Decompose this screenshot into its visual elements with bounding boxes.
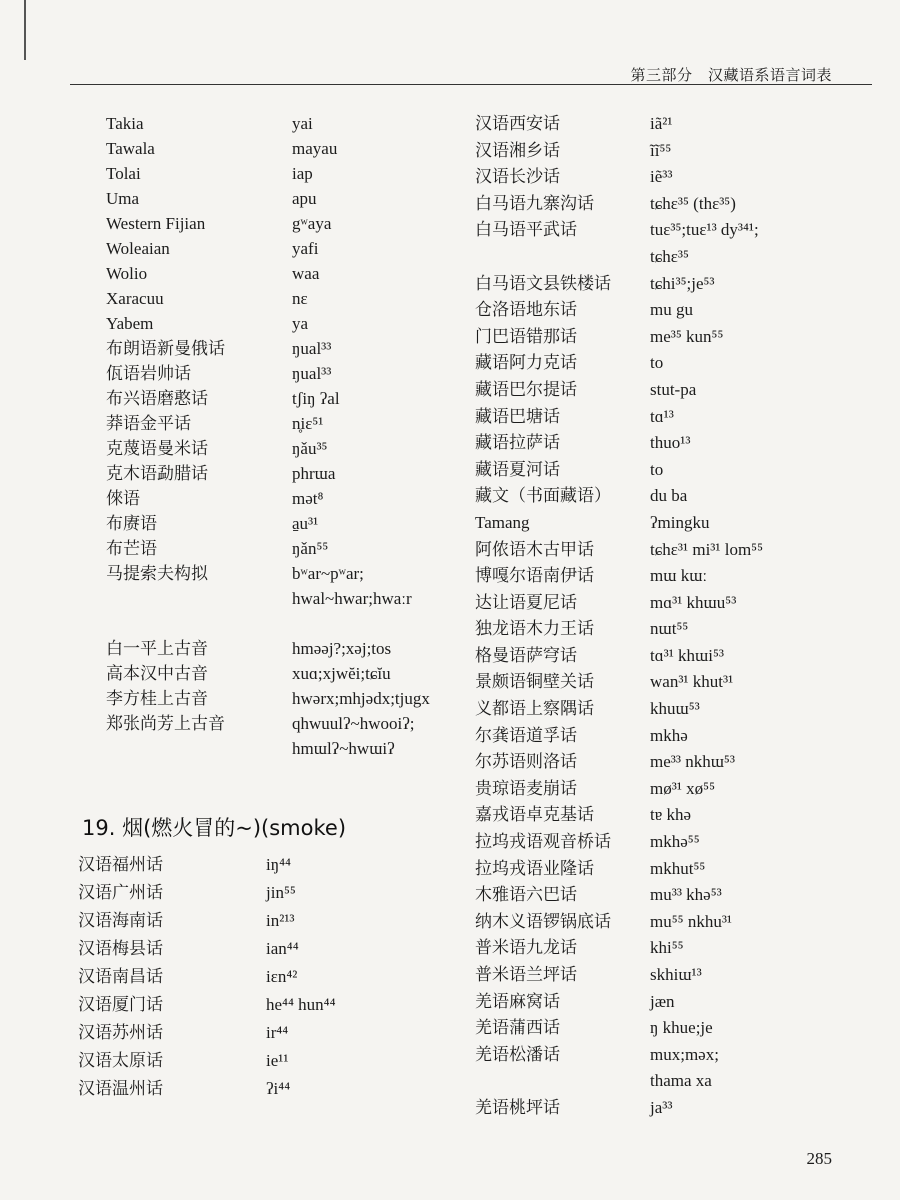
word-form: mkhə xyxy=(650,725,688,745)
word-form: me³³ nkhɯ⁵³ xyxy=(650,752,735,772)
word-form: ʔi⁴⁴ xyxy=(266,1079,291,1098)
word-form: ie¹¹ xyxy=(266,1051,289,1070)
word-form: nɯt⁵⁵ xyxy=(650,619,689,639)
word-form: iã²¹ xyxy=(650,114,673,133)
language-name: 尔龚语道孚话 xyxy=(475,725,577,745)
word-form: thuo¹³ xyxy=(650,433,691,453)
word-form: tɑ³¹ khɯi⁵³ xyxy=(650,645,725,665)
language-name: 羌语松潘话 xyxy=(475,1044,560,1064)
word-form: tɕhi³⁵;je⁵³ xyxy=(650,273,715,293)
language-name: 门巴语错那话 xyxy=(475,326,577,346)
word-form: jin⁵⁵ xyxy=(266,883,296,902)
language-name: Tamang xyxy=(475,512,530,532)
word-form: du ba xyxy=(650,486,688,506)
word-form: hməəj?;xəj;tos xyxy=(292,639,392,658)
word-form: wan³¹ khut³¹ xyxy=(650,672,734,692)
word-form: hwal~hwar;hwaːr xyxy=(292,589,412,608)
word-form: hmɯlʔ~hwɯiʔ xyxy=(292,739,395,758)
language-name: 格曼语萨穹话 xyxy=(475,645,577,665)
word-form: khuɯ⁵³ xyxy=(650,699,700,719)
word-form: ʔmingku xyxy=(650,512,710,532)
language-name: 汉语梅县话 xyxy=(78,939,163,958)
word-form: yai xyxy=(292,114,313,133)
word-form: tɑ¹³ xyxy=(650,406,674,426)
language-name: 纳木义语锣锅底话 xyxy=(475,911,611,931)
word-form: tɐ khə xyxy=(650,805,692,825)
language-name: 布赓语 xyxy=(106,514,157,533)
language-name: 汉语长沙话 xyxy=(475,167,560,187)
word-form: mø³¹ xø⁵⁵ xyxy=(650,778,716,798)
word-form: iap xyxy=(292,164,313,183)
header-rule xyxy=(70,84,872,85)
word-form: to xyxy=(650,459,664,479)
word-form: ja³³ xyxy=(650,1097,673,1117)
word-form: iẽ³³ xyxy=(650,167,673,187)
word-form: ĩĩ⁵⁵ xyxy=(650,140,672,160)
word-form: tɕhɛ³⁵ (thɛ³⁵) xyxy=(650,193,736,213)
language-name: 汉语福州话 xyxy=(78,855,163,874)
language-name: 独龙语木力王话 xyxy=(475,619,594,639)
word-form: iɛn⁴² xyxy=(266,967,298,986)
word-form: khi⁵⁵ xyxy=(650,938,684,958)
word-form: hwərx;mhjədx;tjugx xyxy=(292,689,430,708)
language-name: Western Fijian xyxy=(106,214,206,233)
word-form: iŋ⁴⁴ xyxy=(266,855,291,874)
language-name: 汉语温州话 xyxy=(78,1079,163,1098)
word-form: yafi xyxy=(292,239,319,258)
language-name: 汉语湘乡话 xyxy=(475,140,560,160)
word-form: ir⁴⁴ xyxy=(266,1023,289,1042)
word-form: gʷaya xyxy=(292,214,332,233)
language-name: Xaracuu xyxy=(106,289,164,308)
language-name: 汉语苏州话 xyxy=(78,1023,163,1042)
word-form: he⁴⁴ hun⁴⁴ xyxy=(266,995,336,1014)
word-form: ŋual³³ xyxy=(292,339,332,358)
language-name: 普米语九龙话 xyxy=(475,938,577,958)
running-header: 第三部分 汉藏语系语言词表 xyxy=(630,66,832,84)
word-form: me³⁵ kun⁵⁵ xyxy=(650,326,724,346)
word-form: mkhə⁵⁵ xyxy=(650,832,700,852)
language-name: 博嘎尔语南伊话 xyxy=(475,566,594,586)
language-name: 藏语巴尔提话 xyxy=(475,379,577,399)
word-form: ŋǎu³⁵ xyxy=(292,439,328,458)
word-form: tʃiŋ ʔal xyxy=(292,389,340,408)
word-form: n̥iɛ⁵¹ xyxy=(292,414,324,433)
language-name: Woleaian xyxy=(106,239,170,258)
word-form: waa xyxy=(292,264,320,283)
language-name: Takia xyxy=(106,114,144,133)
word-form: mkhut⁵⁵ xyxy=(650,858,706,878)
word-form: tuɛ³⁵;tuɛ¹³ dy³⁴¹; xyxy=(650,220,759,240)
language-name: 李方桂上古音 xyxy=(106,689,208,708)
word-form: tɕhɛ³¹ mi³¹ lom⁵⁵ xyxy=(650,539,764,559)
language-name: 汉语太原话 xyxy=(78,1051,163,1070)
word-form: thama xa xyxy=(650,1071,712,1091)
language-name: 马提索夫构拟 xyxy=(106,564,208,583)
word-form: phrɯa xyxy=(292,464,336,483)
language-name: 汉语西安话 xyxy=(475,114,560,133)
word-form: nɛ xyxy=(292,289,308,308)
word-form: mayau xyxy=(292,139,338,158)
language-name: Yabem xyxy=(106,314,154,333)
language-name: 仓洛语地东话 xyxy=(475,300,577,320)
language-name: Tawala xyxy=(106,139,155,158)
language-name: Tolai xyxy=(106,164,141,183)
language-name: 藏语巴塘话 xyxy=(475,406,560,426)
word-form: to xyxy=(650,353,664,373)
language-name: 倈语 xyxy=(106,489,140,508)
language-name: 汉语广州话 xyxy=(78,883,163,902)
page-binding-edge xyxy=(24,0,26,60)
language-name: 嘉戎语卓克基话 xyxy=(475,805,594,825)
section-title: 19. 烟(燃火冒的~)(smoke) xyxy=(82,816,347,840)
word-form: mu gu xyxy=(650,300,693,320)
language-name: 郑张尚芳上古音 xyxy=(106,714,225,733)
word-form: mət⁸ xyxy=(292,489,324,508)
word-form: mɯ kɯː xyxy=(650,566,708,586)
language-name: 尔苏语则洛话 xyxy=(475,752,577,772)
language-name: 藏语阿力克话 xyxy=(475,353,577,373)
language-name: Uma xyxy=(106,189,140,208)
word-form: skhiɯ¹³ xyxy=(650,965,702,984)
language-name: 白马语九寨沟话 xyxy=(475,193,594,213)
language-name: 汉语海南话 xyxy=(78,911,163,930)
language-name: 拉坞戎语观音桥话 xyxy=(475,832,611,852)
language-name: 木雅语六巴话 xyxy=(475,885,577,905)
language-name: 义都语上察隅话 xyxy=(475,699,594,719)
language-name: 克木语勐腊话 xyxy=(106,464,208,483)
language-name: 佤语岩帅话 xyxy=(106,364,191,383)
language-name: 景颇语铜壁关话 xyxy=(475,672,594,692)
word-form: a̠u³¹ xyxy=(292,514,319,533)
word-form: tɕhɛ³⁵ xyxy=(650,246,689,266)
language-name: 白马语平武话 xyxy=(475,220,577,240)
word-form: mu⁵⁵ nkhu³¹ xyxy=(650,911,733,931)
word-form: xuɑ;xjwĕi;tɕĭu xyxy=(292,664,391,683)
language-name: 布兴语磨憨话 xyxy=(106,389,208,408)
language-name: 藏语拉萨话 xyxy=(475,433,560,453)
language-name: 白一平上古音 xyxy=(106,639,208,658)
language-name: 贵琼语麦崩话 xyxy=(475,778,577,798)
language-name: 高本汉中古音 xyxy=(106,664,208,683)
word-form: ya xyxy=(292,314,309,333)
language-name: 白马语文县铁楼话 xyxy=(475,273,611,293)
word-form: ŋ khue;je xyxy=(650,1018,713,1038)
word-form: ŋǎn⁵⁵ xyxy=(292,539,329,558)
language-name: 布朗语新曼俄话 xyxy=(106,339,225,358)
language-name: 藏语夏河话 xyxy=(475,459,560,479)
word-form: mu³³ khə⁵³ xyxy=(650,885,722,905)
language-name: 羌语桃坪话 xyxy=(475,1097,560,1117)
word-form: ian⁴⁴ xyxy=(266,939,299,958)
language-name: 莽语金平话 xyxy=(106,414,191,433)
word-form: apu xyxy=(292,189,317,208)
language-name: 达让语夏尼话 xyxy=(475,592,577,612)
language-name: 羌语麻窝话 xyxy=(475,991,560,1011)
language-name: 普米语兰坪话 xyxy=(475,965,577,984)
language-name: 汉语厦门话 xyxy=(78,995,163,1014)
word-form: ŋual³³ xyxy=(292,364,332,383)
word-form: mɑ³¹ khɯu⁵³ xyxy=(650,592,737,612)
word-form: bʷar~pʷar; xyxy=(292,564,364,583)
language-name: 拉坞戎语业隆话 xyxy=(475,858,594,878)
word-form: qhwuulʔ~hwooiʔ; xyxy=(292,714,415,733)
language-name: 布芒语 xyxy=(106,539,157,558)
language-name: 阿侬语木古甲话 xyxy=(475,539,594,559)
page-number: 285 xyxy=(806,1149,832,1168)
word-form: in²¹³ xyxy=(266,911,295,930)
language-name: 汉语南昌话 xyxy=(78,967,163,986)
word-form: stut-pa xyxy=(650,379,697,399)
language-name: 克蔑语曼米话 xyxy=(106,439,208,458)
language-name: 藏文（书面藏语） xyxy=(475,486,611,506)
word-form: jæn xyxy=(650,991,675,1011)
language-name: 羌语蒲西话 xyxy=(475,1018,560,1038)
language-name: Wolio xyxy=(106,264,148,283)
word-form: mux;məx; xyxy=(650,1044,719,1064)
